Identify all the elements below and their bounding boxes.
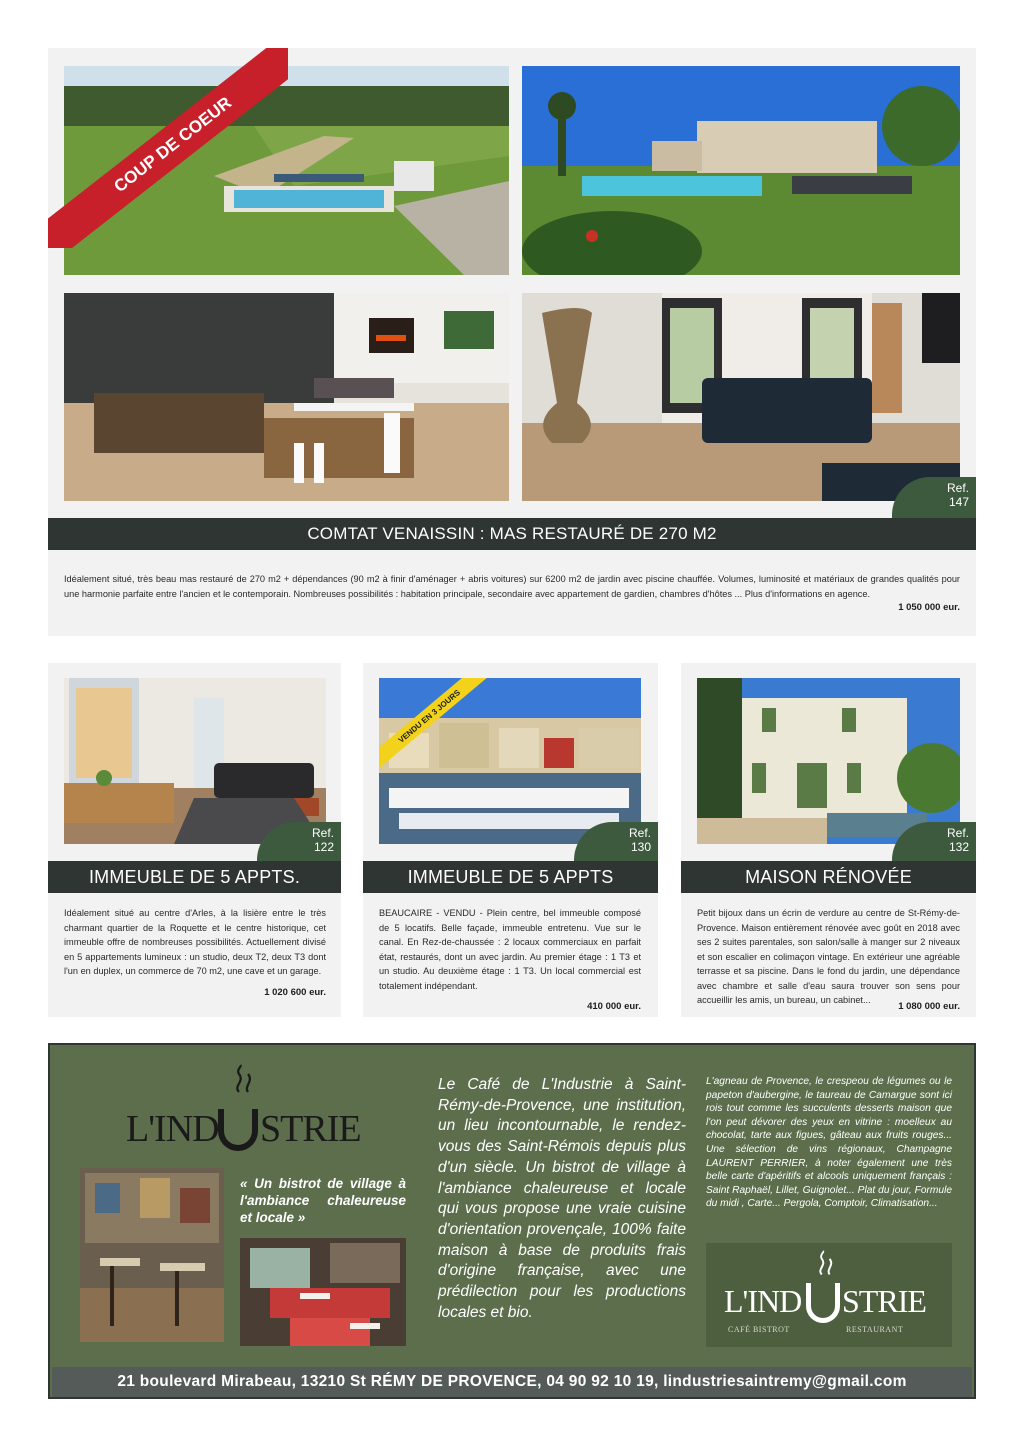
ref-number: 147 xyxy=(948,495,969,509)
listing-photo-apartment-interior xyxy=(64,678,326,844)
cup-icon xyxy=(806,1283,840,1323)
cup-icon xyxy=(218,1109,258,1151)
ref-label: Ref. xyxy=(628,826,651,840)
ad-main-text: Le Café de L'Industrie à Saint-Rémy-de-Provence, une institution, un lieu incontournable, le rendez-vous des Saint-Rémois depuis plus d'un siècle. Un bistrot de village à l'ambiance chaleureuse et locale qui vous propose une vraie cuisine d'orientation provençale, 100% faite maison à base de produits frais d'origine française, avec une prédilection pour les productions locales et bio. xyxy=(438,1076,686,1321)
ref-badge xyxy=(892,477,976,519)
ref-number: 122 xyxy=(313,840,334,854)
listing-price: 1 080 000 eur. xyxy=(898,1001,960,1012)
ref-badge xyxy=(892,822,976,862)
ref-badge xyxy=(574,822,658,862)
ref-badge xyxy=(257,822,341,862)
listing-title: IMMEUBLE DE 5 APPTS. xyxy=(48,861,341,893)
listing-photo-house-exterior xyxy=(522,66,960,275)
listing-price: 1 020 600 eur. xyxy=(264,987,326,998)
ribbon-label: COUP DE COEUR xyxy=(110,93,235,197)
vendu-ribbon xyxy=(379,678,489,768)
logo-subtitle-left: CAFÉ BISTROT xyxy=(728,1325,790,1334)
listing-description: Petit bijoux dans un écrin de verdure au centre de St-Rémy-de-Provence. Maison entièrement rénovée avec goût en 2018 avec ses 2 suites parentales, son salon/salle à manger sur 2 niveaux et son escalier en colimaçon vintage. En extérieur une agréable terrasse et sa piscine. Dans le fond du jardin, une dépendance avec chambre et salle d'eau saura trouver son sens pour accueillir les amis, un bureau, un cabinet... xyxy=(697,908,960,1005)
logo-text-end: STRIE xyxy=(842,1283,926,1319)
listing-description: BEAUCAIRE - VENDU - Plein centre, bel immeuble composé de 5 locatifs. Belle façade, immeuble entretenu. Vue sur le canal. En Rez-de-chaussée : 2 locaux commerciaux en parfait état, restaurés, dont un avec jardin. Au premier étage : 1 T3 et un studio. Au deuxième étage : 1 T3. Un local commercial est totalement indépendant. xyxy=(379,908,641,991)
listing-price: 1 050 000 eur. xyxy=(898,602,960,613)
listing-price: 410 000 eur. xyxy=(587,1001,641,1012)
ad-side-text: L'agneau de Provence, le crespeou de légumes ou le papeton d'aubergine, le taureau de Camargue sont ici rois tout comme les succulents desserts maison que l'on peut dévorer des yeux en vitrine : moelleux au chocolat, tarte aux figues, gâteau aux fruits rouges... Une sélection de vins régionaux, Champagne LAURENT PERRIER, à noter également une très belle carte d'apéritifs et alcools uniquement français : Saint Raphaël, Lillet, Guignolet... Plat du jour, Formule du midi , Carte... Pergola, Comptoir, Climatisation... xyxy=(706,1076,952,1210)
coup-de-coeur-ribbon xyxy=(48,48,288,248)
listing-description: Idéalement situé au centre d'Arles, à la lisière entre le très charmant quartier de la Roquette et le centre historique, cet immeuble offre de nombreuses possibilités. Actuellement divisé en 5 appartements lumineux : un studio, deux T2, deux T3 dont l'un en duplex, un commerce de 70 m2, une cave et un garage. xyxy=(64,908,326,976)
listing-description: Idéalement situé, très beau mas restauré de 270 m2 + dépendances (90 m2 à finir d'aménager + abris voitures) sur 6200 m2 de jardin avec piscine chauffée. Volumes, luminosité et matériaux de grandes qualités pour une harmonie parfaite entre l'ancien et le contemporain. Nombreuses possibilités : habitation principale, secondaire avec appartement de gardien, chambres d'hôtes ... Plus d'informations en agence. xyxy=(64,574,960,599)
ref-number: 132 xyxy=(948,840,969,854)
listing-title: COMTAT VENAISSIN : MAS RESTAURÉ DE 270 M2 xyxy=(48,518,976,550)
listing-photo-kitchen xyxy=(64,293,509,501)
listing-photo-renovated-house xyxy=(697,678,960,844)
steam-icon xyxy=(814,1249,840,1279)
bistro-terrace-photo xyxy=(240,1238,406,1346)
ribbon-label: VENDU EN 3 JOURS xyxy=(396,687,462,745)
ref-label: Ref. xyxy=(311,826,334,840)
listing-title: IMMEUBLE DE 5 APPTS xyxy=(363,861,658,893)
ad-quote: « Un bistrot de village à l'ambiance chaleureuse et locale » xyxy=(240,1176,406,1225)
logo-text-start: L'IND xyxy=(126,1108,219,1150)
logo-subtitle-right: RESTAURANT xyxy=(846,1325,904,1334)
ref-label: Ref. xyxy=(946,481,969,495)
ref-number: 130 xyxy=(630,840,651,854)
ref-label: Ref. xyxy=(946,826,969,840)
industrie-logo-badge xyxy=(706,1243,952,1347)
bistro-interior-photo xyxy=(80,1168,224,1342)
logo-text-start: L'IND xyxy=(724,1283,802,1319)
restaurant-ad xyxy=(48,1043,976,1399)
listing-title: MAISON RÉNOVÉE xyxy=(681,861,976,893)
listing-photo-living-room xyxy=(522,293,960,501)
steam-icon xyxy=(230,1063,260,1097)
ad-contact-footer: 21 boulevard Mirabeau, 13210 St RÉMY DE PROVENCE, 04 90 92 10 19, lindustriesaintremy@gmail.com xyxy=(52,1367,972,1397)
logo-text-end: STRIE xyxy=(260,1108,361,1150)
industrie-logo xyxy=(120,1063,360,1153)
